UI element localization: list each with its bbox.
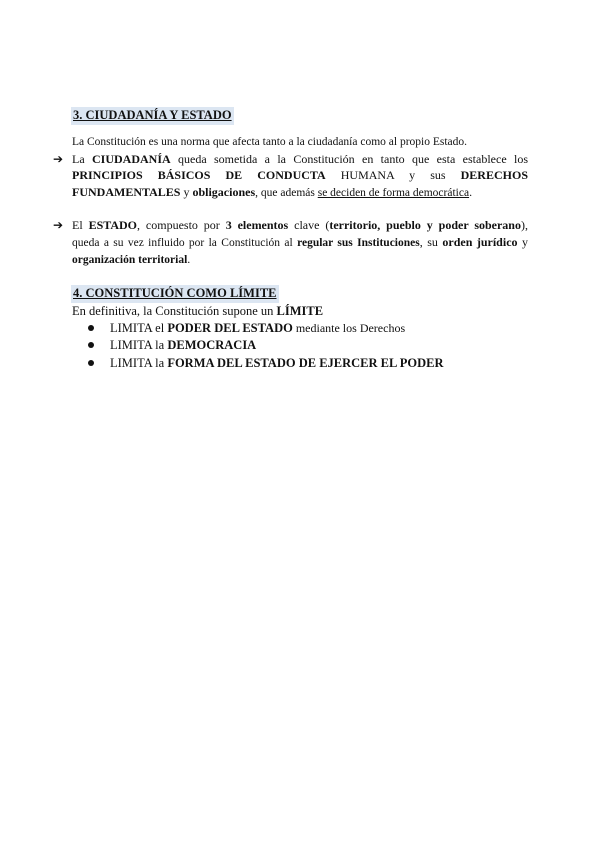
citizenship-item xyxy=(53,151,528,202)
document-content xyxy=(53,106,529,372)
citizenship-line-1 xyxy=(72,151,528,168)
bullet-term: FORMA DEL ESTADO DE EJERCER EL PODER xyxy=(167,355,444,370)
state-term: ESTADO xyxy=(88,218,138,232)
text-run: En definitiva, la Constitución supone un xyxy=(72,303,277,318)
text-run: LIMITA la xyxy=(110,338,168,352)
bullet-term: PODER DEL ESTADO xyxy=(167,320,293,335)
text-run: queda sometida a la Constitución en tanto que esta establece los xyxy=(170,151,528,166)
limit-term: LÍMITE xyxy=(276,303,324,318)
limits-list xyxy=(72,320,528,373)
state-item xyxy=(53,217,529,269)
rights-term-2: FUNDAMENTALES xyxy=(72,184,181,199)
right-arrow-icon: ➔ xyxy=(53,218,64,232)
section-3-heading: 3. CIUDADANÍA Y ESTADO xyxy=(71,107,234,125)
legal-order-term: orden jurídico xyxy=(442,234,518,249)
institutions-term: regular sus Instituciones xyxy=(297,236,420,249)
state-line-3 xyxy=(72,251,528,269)
elements-term: 3 elementos xyxy=(225,218,289,232)
bullet-dot-icon xyxy=(88,325,94,331)
citizenship-term: CIUDADANÍA xyxy=(92,151,171,166)
bullet-dot-icon xyxy=(88,360,94,366)
obligations-term: obligaciones xyxy=(192,184,256,199)
list-item xyxy=(72,355,528,373)
text-run: HUMANA y sus xyxy=(325,168,461,182)
text-run: , que además xyxy=(255,186,318,199)
territorial-term: organización territorial xyxy=(72,254,188,266)
text-run: LIMITA el xyxy=(110,320,168,335)
text-run: mediante los Derechos xyxy=(292,320,406,335)
state-line-1 xyxy=(72,217,528,234)
rights-term: DERECHOS xyxy=(460,168,528,182)
citizenship-line-2 xyxy=(72,167,528,184)
text-run: y xyxy=(180,184,193,199)
text-run: , compuesto por xyxy=(137,218,226,232)
bullet-dot-icon xyxy=(88,342,94,348)
text-run: La xyxy=(72,151,92,166)
section-4-intro xyxy=(72,303,528,320)
list-item xyxy=(72,337,528,355)
text-run: y xyxy=(517,234,529,249)
democratic-underlined: se deciden de forma democrática xyxy=(317,186,470,199)
state-line-2 xyxy=(72,234,528,252)
text-run: ), xyxy=(521,218,528,232)
text-run: El xyxy=(72,218,89,232)
text-run: queda a su vez influido por la Constitución al xyxy=(72,236,298,249)
citizenship-line-3 xyxy=(72,184,528,202)
principles-term: PRINCIPIOS BÁSICOS DE CONDUCTA xyxy=(72,168,326,182)
text-run: , su xyxy=(419,234,443,249)
text-run: clave ( xyxy=(288,218,330,232)
section-3-intro: La Constitución es una norma que afecta tanto a la ciudadanía como al propio Estado. xyxy=(72,136,468,148)
text-run: LIMITA la xyxy=(110,355,168,370)
bullet-term: DEMOCRACIA xyxy=(167,338,257,352)
elements-list: territorio, pueblo y poder soberano xyxy=(329,218,521,232)
section-4-heading: 4. CONSTITUCIÓN COMO LÍMITE xyxy=(71,285,279,303)
right-arrow-icon: ➔ xyxy=(53,151,64,166)
text-run: . xyxy=(187,252,191,266)
list-item xyxy=(72,320,528,338)
text-run: . xyxy=(469,184,473,199)
